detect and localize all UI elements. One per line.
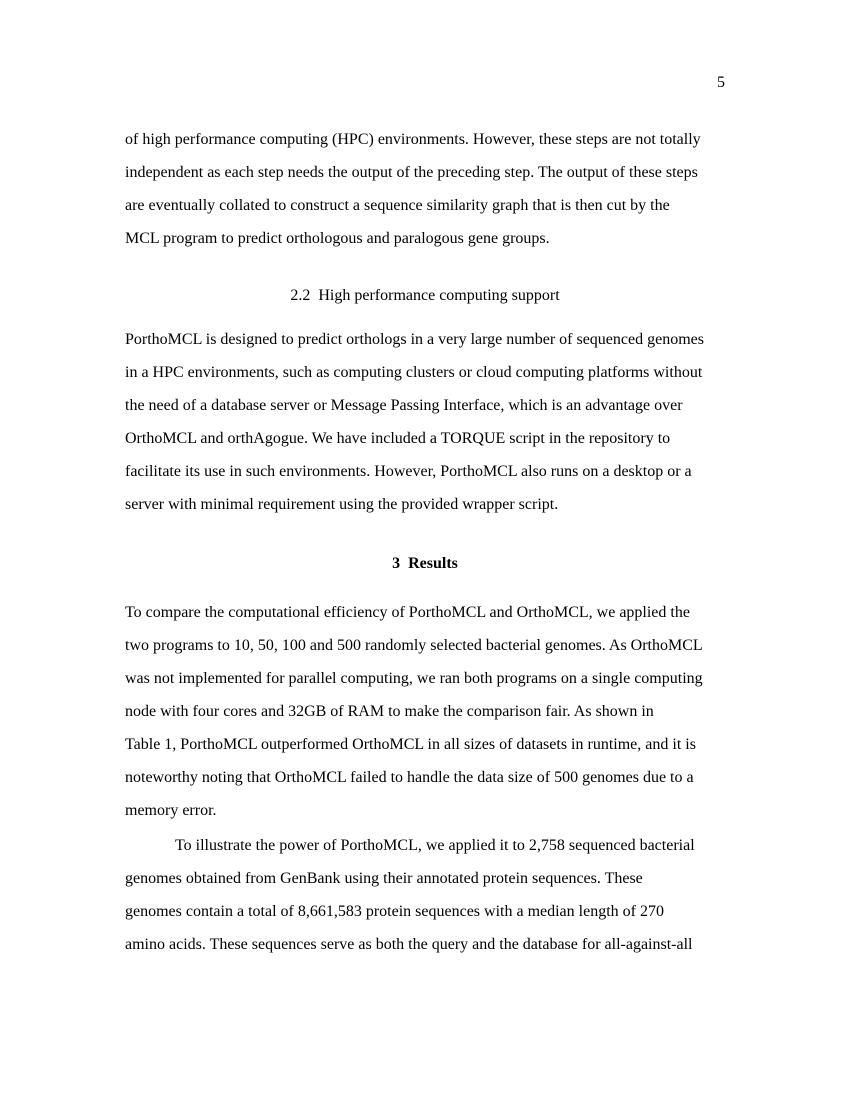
- page-number: 5: [717, 74, 725, 91]
- text-line: of high performance computing (HPC) environments. However, these steps are not totally: [125, 131, 701, 148]
- text-line: two programs to 10, 50, 100 and 500 randomly selected bacterial genomes. As OrthoMCL: [125, 637, 703, 654]
- text-line: the need of a database server or Message Passing Interface, which is an advantage over: [125, 397, 683, 414]
- text-line: noteworthy noting that OrthoMCL failed to handle the data size of 500 genomes due to a: [125, 769, 694, 786]
- section-title: Results: [408, 555, 458, 572]
- section-heading: [0, 554, 850, 574]
- text-line: PorthoMCL is designed to predict orthologs in a very large number of sequenced genomes: [125, 331, 704, 348]
- text-line: facilitate its use in such environments. However, PorthoMCL also runs on a desktop or a: [125, 463, 692, 480]
- text-line: was not implemented for parallel computing, we ran both programs on a single computing: [125, 670, 703, 687]
- text-line: OrthoMCL and orthAgogue. We have included a TORQUE script in the repository to: [125, 430, 671, 447]
- text-line: independent as each step needs the output of the preceding step. The output of these steps: [125, 164, 698, 181]
- text-line: in a HPC environments, such as computing clusters or cloud computing platforms without: [125, 364, 703, 381]
- text-line: node with four cores and 32GB of RAM to make the comparison fair. As shown in: [125, 703, 654, 720]
- subsection-title: High performance computing support: [318, 287, 560, 304]
- text-line: memory error.: [125, 802, 217, 819]
- text-line: genomes obtained from GenBank using their annotated protein sequences. These: [125, 870, 643, 887]
- subsection-heading: [0, 286, 850, 306]
- text-line: amino acids. These sequences serve as both the query and the database for all-against-all: [125, 936, 693, 953]
- text-line: MCL program to predict orthologous and paralogous gene groups.: [125, 230, 550, 247]
- text-line: To compare the computational efficiency of PorthoMCL and OrthoMCL, we applied the: [125, 604, 690, 621]
- text-line: Table 1, PorthoMCL outperformed OrthoMCL in all sizes of datasets in runtime, and it is: [125, 736, 696, 753]
- text-line: are eventually collated to construct a sequence similarity graph that is then cut by the: [125, 197, 670, 214]
- text-line: genomes contain a total of 8,661,583 protein sequences with a median length of 270: [125, 903, 664, 920]
- section-number: 3: [392, 555, 401, 572]
- text-line: To illustrate the power of PorthoMCL, we applied it to 2,758 sequenced bacterial: [175, 837, 695, 854]
- subsection-number: 2.2: [290, 287, 311, 304]
- text-line: server with minimal requirement using the provided wrapper script.: [125, 496, 559, 513]
